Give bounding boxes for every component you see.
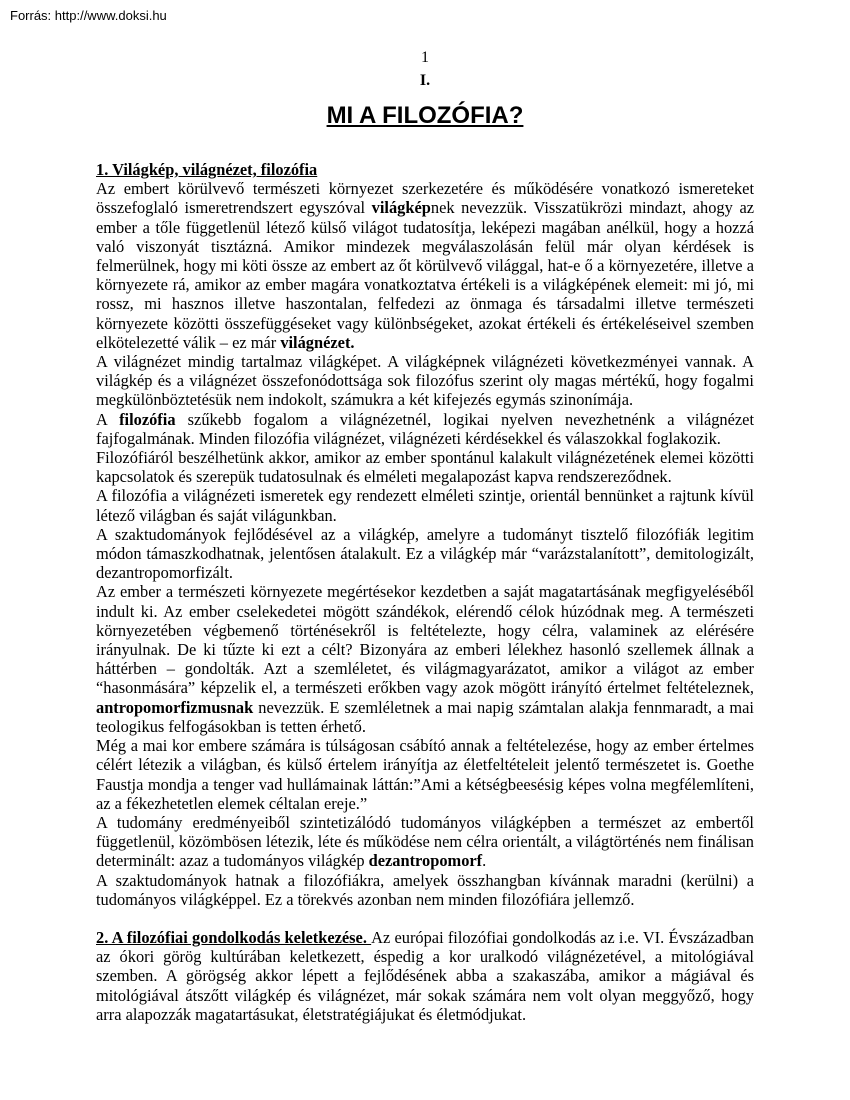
paragraph [96,928,754,1024]
paragraph [96,871,754,909]
text-run: nek nevezzük. Visszatükrözi mindazt, ahogy az ember a tőle függetlenül létező külső világot tudatosítja, leképezi magában anélkül, hogy a hozzá való viszonyát tisztázná. Amikor mindezek megválaszolásán felül már olyan kérdések is felmerülnek, hogy mi köti össze az embert az őt körülvevő világgal, hat-e ő a környezetére, illetve a környezete rá, amikor az ember magára vonatkoztatva értékeli is a világképének elemeit: mi jó, mi rossz, mi hasznos illetve haszontalan, felfedezi az önmaga és társadalmi illetve természeti környezete közötti összefüggéseket vagy különbségeket, azokat értékeli és értékeléseivel szemben elkötelezetté válik – ez már [96,198,754,352]
text-run: A [96,409,120,429]
page-number: 1 [421,49,429,66]
page-title [0,102,850,130]
text-run: filozófia [119,409,176,429]
text-run: Filozófiáról beszélhetünk akkor, amikor az ember spontánul kalakult világnézetének elemei közötti kapcsolatok és szerepük tudatosulnak és elméleti megalapozást kapva rendszereződnek. [96,448,754,487]
document-body [96,160,754,1024]
section-heading [96,160,754,179]
text-run: Még a mai kor embere számára is túlságosan csábító annak a feltételezése, hogy az ember értelmes célért létezik a világban, és külső értelem irányítja az életfeltételeit jelentő természetet is. Goethe Faustja mondja a tenger vad hullámainak láttán:”Ami a kétségbeesésig képes volna megfélemlíteni, az a fékezhetetlen elemek céltalan ereje.” [96,736,754,813]
text-run: A világnézet mindig tartalmaz világképet. A világképnek világnézeti következményei vannak. A világkép és a világnézet összefonódottsága sok filozófus szerint oly magas mértékű, hogy fogalmi megkülönböztetésük nem indokolt, számukra a két kifejezés egymás szinonímája. [96,352,754,410]
paragraph [96,582,754,736]
text-run: A szaktudományok fejlődésével az a világkép, amelyre a tudományt tisztelő filozófiák legitim módon támaszkodhatnak, jelentősen átalakult. Ez a világkép már “varázstalanított”, demitologizált, dezantropomorfizált. [96,524,754,583]
text-run: . [482,851,487,871]
paragraph [96,736,754,813]
text-run: nevezzük. E szemléletnek a mai napig számtalan alakja fennmaradt, a mai teologikus felfogásokban is tetten érhető. [96,697,754,736]
text-run: dezantropomorf [368,851,483,871]
text-run: Az európai filozófiai gondolkodás az i.e. VI. Évszázadban az ókori görög kultúrában keletkezett, éspedig a kor uralkodó világnézetével, a mitológiával szemben. A görögség akkor lépett a fejlődésének abba a szakaszába, amikor a mágiával és mitológiával átszőtt világkép és világnézet, már sokak számára nem volt olyan meggyőző, hogy arra alapozzák magatartásukat, életstratégiájukat és életmódjukat. [96,927,754,1024]
text-run: Az ember a természeti környezete megértésekor kezdetben a saját magatartásának megfigyeléséből indult ki. Az ember cselekedetei mögött szándékok, elérendő célok húzódnak meg. A természeti környezetében végbemenő történésekről is feltételezte, hogy célra, valaminek az elérésére irányulnak. De ki tűzte ki ezt a célt? Bizonyára az emberi lélekhez hasonló szellemek állnak a háttérben – gondolták. Azt a szemléletet, és világmagyarázatot, amikor a világot az ember “hasonmására” képzelik el, a természeti erőkben vagy azok mögött irányító értelmet feltételeznek, [96,582,754,698]
page-title-text: MI A FILOZÓFIA? [326,102,524,129]
paragraph [96,179,754,352]
paragraph [96,525,754,583]
source-url-text: Forrás: http://www.doksi.hu [10,8,167,23]
paragraph [96,486,754,524]
paragraph-spacer [96,909,754,928]
text-run: antropomorfizmusnak [96,697,254,717]
text-run: világnézet. [280,332,355,352]
text-run: szűkebb fogalom a világnézetnél, logikai nyelven nevezhetnénk a világnézet fajfogalmának. Minden filozófia világnézet, világnézeti kérdésekkel és válaszokkal foglakozik. [96,409,754,448]
paragraph [96,813,754,871]
text-run: A filozófia a világnézeti ismeretek egy rendezett elméleti szintje, orientál bennünket a rajtunk kívül létező világban és saját világunkban. [96,486,754,525]
text-run: 1. Világkép, világnézet, filozófia [96,160,318,179]
paragraph [96,352,754,410]
text-run: Az embert körülvevő természeti környezet szerkezetére és működésére vonatkozó ismereteket összefoglaló ismeretrendszert egyszóval [96,179,754,218]
paragraph [96,410,754,448]
text-run: 2. A filozófiai gondolkodás keletkezése. [96,927,372,947]
text-run: világkép [371,198,431,218]
chapter-numeral: I. [419,72,431,89]
paragraph [96,448,754,486]
text-run: A tudomány eredményeiből szintetizálódó tudományos világképben a természet az embertől függetlenül, közömbösen létezik, léte és működése nem célra orientált, a világtörténés nem finálisan determinált: azaz a tudományos világkép [96,812,754,871]
text-run: A szaktudományok hatnak a filozófiákra, amelyek összhangban kívánnak maradni (kerülni) a tudományos világképpel. Ez a törekvés azonban nem minden filozófiára jellemző. [96,870,754,909]
